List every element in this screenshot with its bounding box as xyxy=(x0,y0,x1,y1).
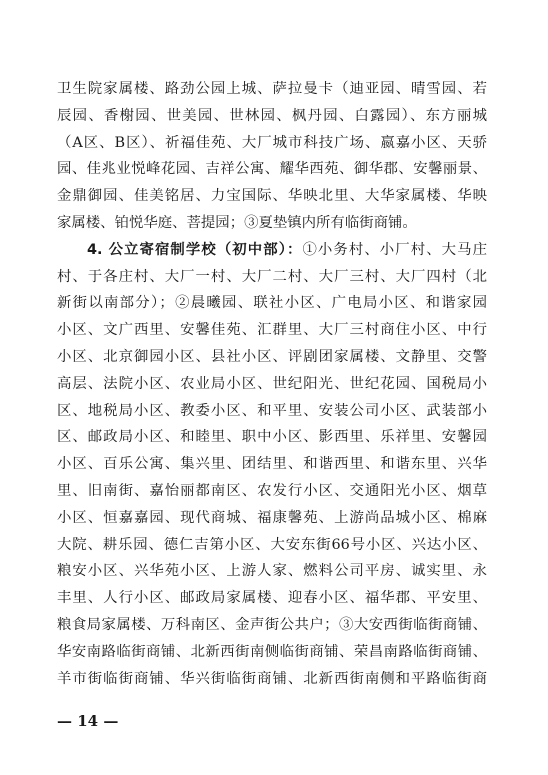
text-line: 辰园、香榭园、世美园、世林园、枫丹园、白露园）、东方丽城 xyxy=(57,107,487,124)
text-line: 区、邮政局小区、和睦里、职中小区、影西里、乐祥里、安馨园 xyxy=(57,429,487,446)
paragraph-boarding-school xyxy=(57,237,487,693)
text-line: 家属楼、铂悦华庭、菩提园；③夏垫镇内所有临街商铺。 xyxy=(57,214,417,231)
document-body xyxy=(57,76,487,692)
text-line: 大院、耕乐园、德仁吉第小区、大安东街66号小区、兴达小区、 xyxy=(57,536,487,553)
text-line: 粮安小区、兴华苑小区、上游人家、燃料公司平房、诚实里、永 xyxy=(57,563,487,580)
page-number: — 14 — xyxy=(57,712,119,730)
text-line: 园、佳兆业悦峰花园、吉祥公寓、耀华西苑、御华郡、安馨丽景、 xyxy=(57,161,487,178)
text-line: 华安南路临街商铺、北新西街南侧临街商铺、荣昌南路临街商铺、 xyxy=(57,643,487,660)
text-line: 小区、百乐公寓、集兴里、团结里、和谐西里、和谐东里、兴华 xyxy=(57,456,487,473)
text-line: 小区、恒嘉嘉园、现代商城、福康馨苑、上游尚品城小区、棉麻 xyxy=(57,509,487,526)
text-line: 金鼎御园、佳美铭居、力宝国际、华映北里、大华家属楼、华映 xyxy=(57,188,487,205)
text-line: 小区、文广西里、安馨佳苑、汇群里、大厂三村商住小区、中行 xyxy=(57,322,487,339)
text-line: 区、地税局小区、教委小区、和平里、安装公司小区、武装部小 xyxy=(57,402,487,419)
paragraph-residential-list xyxy=(57,76,487,237)
text-line: 里、旧南街、嘉怡丽都南区、农发行小区、交通阳光小区、烟草 xyxy=(57,482,487,499)
text-line: 羊市街临街商铺、华兴街临街商铺、北新西街南侧和平路临街商 xyxy=(57,670,487,687)
section-heading: 4. 公立寄宿制学校（初中部）： xyxy=(87,241,303,258)
text-line: 丰里、人行小区、邮政局家属楼、迎春小区、福华郡、平安里、 xyxy=(57,590,487,607)
text-line: 卫生院家属楼、路劲公园上城、萨拉曼卡（迪亚园、晴雪园、若 xyxy=(57,81,487,97)
text-line: 村、于各庄村、大厂一村、大厂二村、大厂三村、大厂四村（北 xyxy=(57,268,487,285)
text-line: 小区、北京御园小区、县社小区、评剧团家属楼、文静里、交警 xyxy=(57,348,487,365)
text-line: 高层、法院小区、农业局小区、世纪阳光、世纪花园、国税局小 xyxy=(57,375,487,392)
text-line: （A区、B区）、祈福佳苑、大厂城市科技广场、嬴嘉小区、天骄 xyxy=(57,134,487,151)
text-line: 粮食局家属楼、万科南区、金声街公共户；③大安西街临街商铺、 xyxy=(57,616,487,633)
heading-line-rest: ①小务村、小厂村、大马庄 xyxy=(302,241,487,258)
text-line: 新街以南部分）；②晨曦园、联社小区、广电局小区、和谐家园 xyxy=(57,295,487,312)
text-line xyxy=(57,237,487,264)
